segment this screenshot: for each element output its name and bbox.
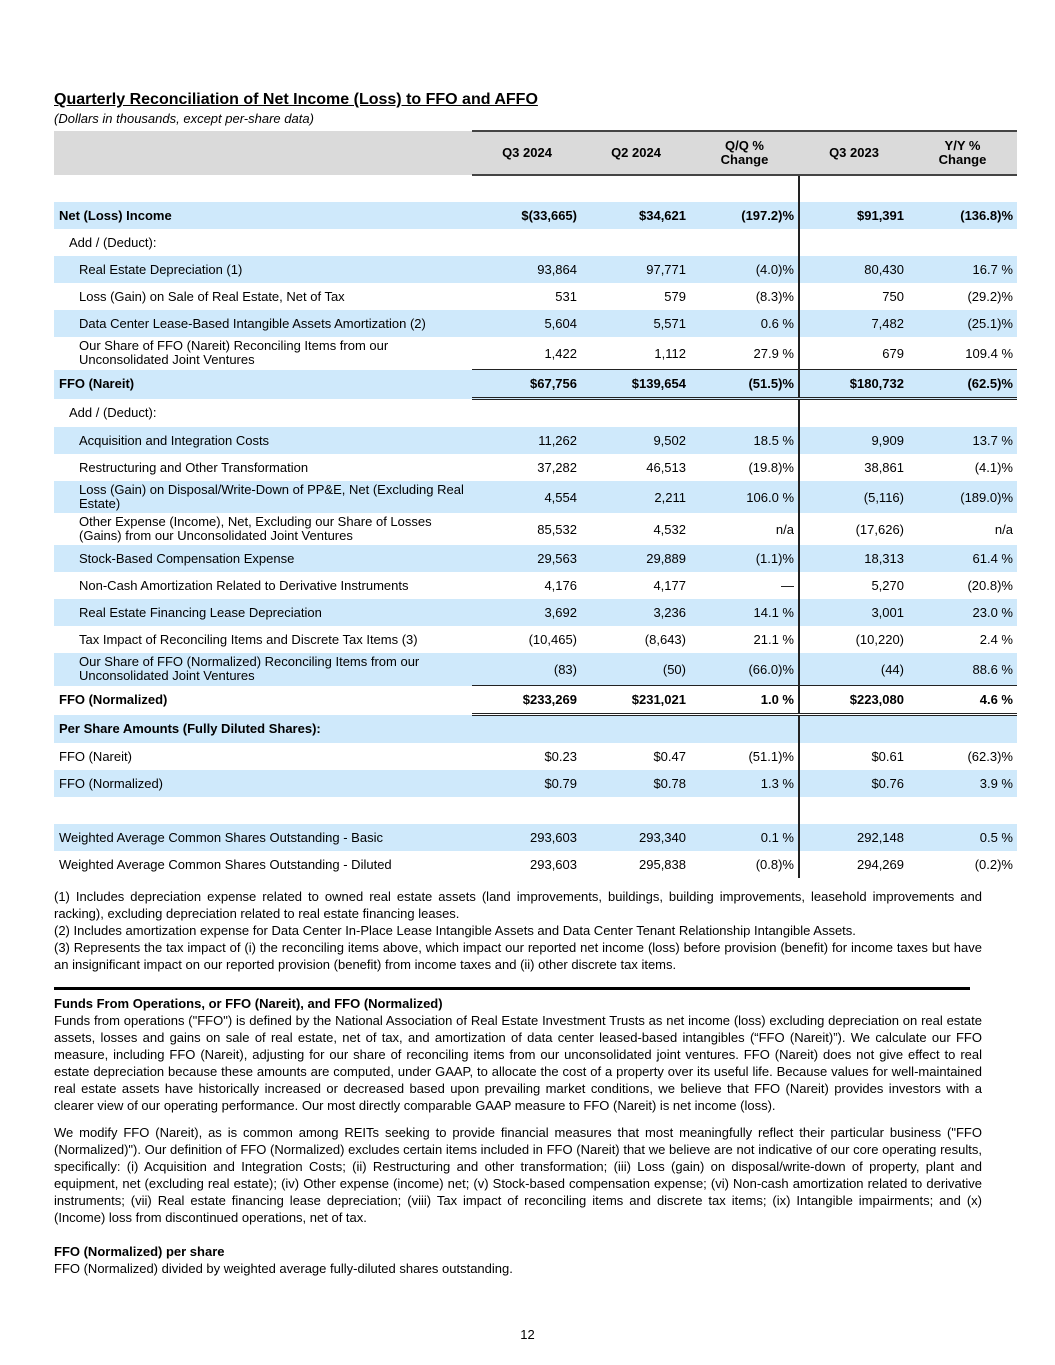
cell-yy-change: 88.6 % [908,653,1017,686]
row-label: Tax Impact of Reconciling Items and Discrete Tax Items (3) [79,631,418,647]
row-label: Add / (Deduct): [69,234,157,250]
cell-q3-2023: $91,391 [799,202,908,229]
cell-yy-change: n/a [994,521,1013,537]
cell-q2-2024: 5,571 [581,310,690,337]
cell-qq-change: (1.1)% [690,545,799,572]
row-label: Our Share of FFO (Normalized) Reconciling Items from our Unconsolidated Joint Ventures [54,653,472,686]
row-label: Per Share Amounts (Fully Diluted Shares): [54,715,472,744]
ffo-per-share-heading: FFO (Normalized) per share [54,1244,225,1259]
table-row [54,743,1017,770]
row-label [54,797,472,824]
cell-q3-2023: (17,626) [799,513,908,545]
cell-q3-2023: $223,080 [799,686,908,715]
cell-q3-2024: $(33,665) [472,202,581,229]
header-yy-change: Y/Y % Change [908,131,1017,175]
cell-qq-change: 18.5 % [690,427,799,454]
cell-q2-2024: 29,889 [581,545,690,572]
cell-qq-change: 1.0 % [690,686,799,715]
table-row [54,770,1017,797]
cell-q3-2023: (5,116) [799,481,908,513]
cell-q2-2024: 97,771 [581,256,690,283]
ffo-definition-paragraph: Funds from operations ("FFO") is defined by the National Association of Real Estate Investment Trusts as net income (loss) excluding depreciation on real estate assets, losses and gains on sale of real estate, net of tax, and amortization of data center leased-based intangibles (“FFO (Nareit)”). We calculate our FFO measure, including FFO (Nareit), adjusting for our share of reconciling items from our unconsolidated joint ventures. FFO (Nareit) does not give effect to real estate depreciation because these amounts are computed, under GAAP, to allocate the cost of a property over its useful life. Because values for well-maintained real estate assets have historically increased or decreased based upon prevailing market conditions, we believe that FFO (Nareit) provides investors with a clearer view of our operating performance. Our most directly comparable GAAP measure to FFO (Nareit) is net income (loss). [54,1013,982,1113]
cell-q3-2023: (44) [799,653,908,686]
cell-q2-2024: 579 [664,289,686,304]
cell-q3-2024: 5,604 [472,310,581,337]
cell-yy-change: (62.3)% [967,749,1013,764]
cell-qq-change: (66.0)% [690,653,799,686]
table-header-row [54,131,1017,175]
table-row [54,653,1017,686]
row-label: Net (Loss) Income [54,202,472,229]
page-subtitle: (Dollars in thousands, except per-share data) [54,111,314,126]
cell-q2-2024: 1,112 [654,345,686,361]
cell-yy-change: (62.5)% [908,370,1017,399]
cell-q3-2023: 5,270 [799,572,908,599]
cell-q3-2024: 11,262 [472,427,581,454]
cell-q3-2023: 292,148 [799,824,908,851]
cell-q2-2024: 4,532 [653,521,686,537]
table-row [54,513,1017,545]
cell-qq-change: 27.9 % [753,345,794,361]
cell-yy-change [908,797,1017,824]
cell-qq-change: (8.3)% [755,289,794,304]
row-label: FFO (Nareit) [59,748,132,764]
footnote-1: (1) Includes depreciation expense related to owned real estate assets (land improvements, buildings, building improvements, leasehold improvements and racking), excluding depreciation related to real estate financing leases. [54,889,982,921]
row-label: Other Expense (Income), Net, Excluding our Share of Losses (Gains) from our Unconsolidated Joint Ventures [79,514,432,543]
row-label: Weighted Average Common Shares Outstanding - Basic [54,824,472,851]
cell-qq-change: (51.5)% [690,370,799,399]
cell-q3-2023 [799,229,908,256]
table-row [54,824,1017,851]
cell-yy-change: 23.0 % [908,599,1017,626]
row-label: Weighted Average Common Shares Outstanding - Diluted [59,856,392,872]
cell-q2-2024 [581,715,690,744]
cell-qq-change [690,715,799,744]
cell-q2-2024: $231,021 [581,686,690,715]
table-row [54,851,1017,878]
cell-q3-2024: $67,756 [472,370,581,399]
cell-qq-change: n/a [775,521,794,537]
document-page [54,90,1013,1287]
row-label: Add / (Deduct): [69,404,157,420]
cell-q2-2024: $34,621 [581,202,690,229]
section-divider [54,987,970,990]
cell-q3-2024: (10,465) [528,632,577,647]
cell-q3-2024: 3,692 [472,599,581,626]
cell-qq-change: 106.0 % [690,481,799,513]
cell-q3-2023: (10,220) [799,626,908,653]
cell-q3-2024: 29,563 [472,545,581,572]
cell-q2-2024: $0.47 [653,749,686,764]
table-row [54,337,1017,370]
cell-q3-2024: 93,864 [472,256,581,283]
cell-q3-2024: 37,282 [537,460,577,475]
reconciliation-table [54,130,1017,878]
header-qq-change: Q/Q % Change [690,131,799,175]
cell-yy-change: 2.4 % [979,632,1013,647]
row-label: Loss (Gain) on Disposal/Write-Down of PP&E, Net (Excluding Real Estate) [54,481,472,513]
row-label: FFO (Nareit) [54,370,472,399]
row-label: Non-Cash Amortization Related to Derivative Instruments [79,577,409,593]
cell-q3-2024 [472,399,581,428]
cell-q3-2023: 80,430 [799,256,908,283]
cell-yy-change: 61.4 % [908,545,1017,572]
header-blank [54,131,472,175]
cell-q3-2023: 7,482 [799,310,908,337]
cell-q2-2024 [581,229,690,256]
cell-q2-2024 [581,399,690,428]
cell-q3-2023: $0.61 [799,743,908,770]
cell-q2-2024: 9,502 [581,427,690,454]
cell-yy-change: 0.5 % [908,824,1017,851]
cell-qq-change: — [781,578,794,593]
cell-yy-change: 16.7 % [908,256,1017,283]
footnote-2: (2) Includes amortization expense for Data Center In-Place Lease Intangible Assets and Data Center Tenant Relationship Intangible Assets. [54,923,856,938]
row-label: Stock-Based Compensation Expense [54,545,472,572]
row-label: Restructuring and Other Transformation [79,459,309,475]
table-row [54,572,1017,599]
cell-yy-change: 13.7 % [908,427,1017,454]
table-spacer-row [54,175,1017,202]
cell-yy-change [908,715,1017,744]
row-label: Data Center Lease-Based Intangible Assets Amortization (2) [54,310,472,337]
cell-q3-2024: 531 [555,289,577,304]
table-row [54,686,1017,715]
cell-qq-change: 1.3 % [690,770,799,797]
ffo-per-share-paragraph: FFO (Normalized) divided by weighted average fully-diluted shares outstanding. [54,1261,513,1276]
table-row [54,370,1017,399]
table-row [54,454,1017,481]
header-q2-2024: Q2 2024 [581,131,690,175]
cell-q3-2023 [799,399,908,428]
cell-q2-2024: 293,340 [581,824,690,851]
cell-q3-2023: 18,313 [799,545,908,572]
cell-yy-change: (189.0)% [908,481,1017,513]
cell-qq-change [690,797,799,824]
cell-q3-2023: 750 [799,283,908,310]
cell-q3-2023 [799,715,908,744]
table-row [54,202,1017,229]
cell-q3-2023 [799,797,908,824]
cell-q3-2024 [472,797,581,824]
table-row [54,283,1017,310]
table-row [54,626,1017,653]
cell-q3-2024: (83) [472,653,581,686]
cell-yy-change: (20.8)% [967,578,1013,593]
cell-q2-2024: (8,643) [644,632,686,647]
cell-qq-change: (19.8)% [748,460,794,475]
cell-yy-change [908,229,1017,256]
cell-q2-2024 [581,797,690,824]
cell-q3-2023: $0.76 [799,770,908,797]
cell-yy-change: 3.9 % [908,770,1017,797]
row-label: Real Estate Financing Lease Depreciation [54,599,472,626]
cell-q2-2024: 46,513 [646,460,686,475]
page-title: Quarterly Reconciliation of Net Income (Loss) to FFO and AFFO [54,91,538,108]
cell-q3-2024: 293,603 [530,857,577,872]
cell-qq-change: (197.2)% [690,202,799,229]
cell-qq-change: 21.1 % [753,632,794,647]
cell-qq-change [690,229,799,256]
cell-q2-2024: 2,211 [581,481,690,513]
cell-q3-2023: 294,269 [799,851,908,878]
cell-yy-change: 4.6 % [908,686,1017,715]
cell-q3-2024: $0.23 [544,749,577,764]
cell-yy-change [908,399,1017,428]
cell-qq-change: 0.6 % [690,310,799,337]
table-row [54,715,1017,744]
row-label: FFO (Normalized) [54,770,472,797]
cell-q3-2023: 9,909 [799,427,908,454]
cell-qq-change [690,399,799,428]
cell-q2-2024: (50) [581,653,690,686]
cell-q3-2024: 4,176 [544,578,577,593]
cell-yy-change: (4.1)% [974,460,1013,475]
cell-yy-change: (0.2)% [974,857,1013,872]
table-row [54,481,1017,513]
table-row [54,599,1017,626]
cell-qq-change: (0.8)% [755,857,794,872]
cell-q3-2024: 1,422 [544,345,577,361]
page-number: 12 [520,1327,535,1342]
cell-q3-2024 [472,229,581,256]
cell-yy-change: 109.4 % [965,345,1013,361]
table-row [54,797,1017,824]
row-label: Our Share of FFO (Nareit) Reconciling Items from our Unconsolidated Joint Ventures [79,338,389,368]
cell-q2-2024: $0.78 [581,770,690,797]
ffo-definition-heading: Funds From Operations, or FFO (Nareit), and FFO (Normalized) [54,996,443,1011]
footnotes [54,888,982,973]
cell-q3-2023: 3,001 [799,599,908,626]
cell-q2-2024: 4,177 [653,578,686,593]
row-label: Real Estate Depreciation (1) [54,256,472,283]
cell-qq-change: 14.1 % [690,599,799,626]
cell-q2-2024: $139,654 [581,370,690,399]
ffo-normalized-paragraph: We modify FFO (Nareit), as is common among REITs seeking to provide financial measures that most meaningfully reflect their particular business ("FFO (Normalized)"). Our definition of FFO (Normalized) excludes certain items included in FFO (Nareit) that we believe are not indicative of our core operating results, specifically: (i) Acquisition and Integration Costs; (ii) Restructuring and other transformation; (iii) Loss (gain) on disposal/write-down of property, plant and equipment, net (excluding real estate); (iv) Other expense (income) net; (v) Stock-based compensation expense; (vi) Non-cash amortization related to derivative instruments; (vii) Real estate financing lease depreciation; (viii) Tax impact of reconciling items and discrete tax items; (ix) Intangible impairments; and (x) (Income) loss from discontinued operations, net of tax. [54,1125,982,1225]
table-row [54,545,1017,572]
cell-q3-2024 [472,715,581,744]
cell-q3-2023: $180,732 [799,370,908,399]
header-q3-2023: Q3 2023 [799,131,908,175]
cell-q3-2023: 679 [799,337,908,370]
cell-q2-2024: 3,236 [581,599,690,626]
cell-q3-2024: 293,603 [472,824,581,851]
cell-qq-change: 0.1 % [690,824,799,851]
cell-q3-2024: 85,532 [537,521,577,537]
cell-yy-change: (29.2)% [967,289,1013,304]
header-q3-2024: Q3 2024 [472,131,581,175]
table-row [54,256,1017,283]
cell-q3-2024: $233,269 [472,686,581,715]
row-label: Acquisition and Integration Costs [54,427,472,454]
cell-qq-change: (4.0)% [690,256,799,283]
table-row [54,427,1017,454]
cell-yy-change: (25.1)% [908,310,1017,337]
footnote-3: (3) Represents the tax impact of (i) the reconciling items above, which impact our reported net income (loss) before provision (benefit) for income taxes but have an insignificant impact on our reported provision (benefit) from income taxes and (ii) other discrete tax items. [54,940,982,972]
cell-q2-2024: 295,838 [639,857,686,872]
row-label: FFO (Normalized) [59,692,168,707]
cell-qq-change: (51.1)% [748,749,794,764]
cell-q3-2023: 38,861 [799,454,908,481]
table-row [54,229,1017,256]
table-row [54,399,1017,428]
cell-q3-2024: $0.79 [472,770,581,797]
cell-q3-2024: 4,554 [472,481,581,513]
cell-yy-change: (136.8)% [908,202,1017,229]
table-row [54,310,1017,337]
row-label: Loss (Gain) on Sale of Real Estate, Net of Tax [79,288,345,304]
